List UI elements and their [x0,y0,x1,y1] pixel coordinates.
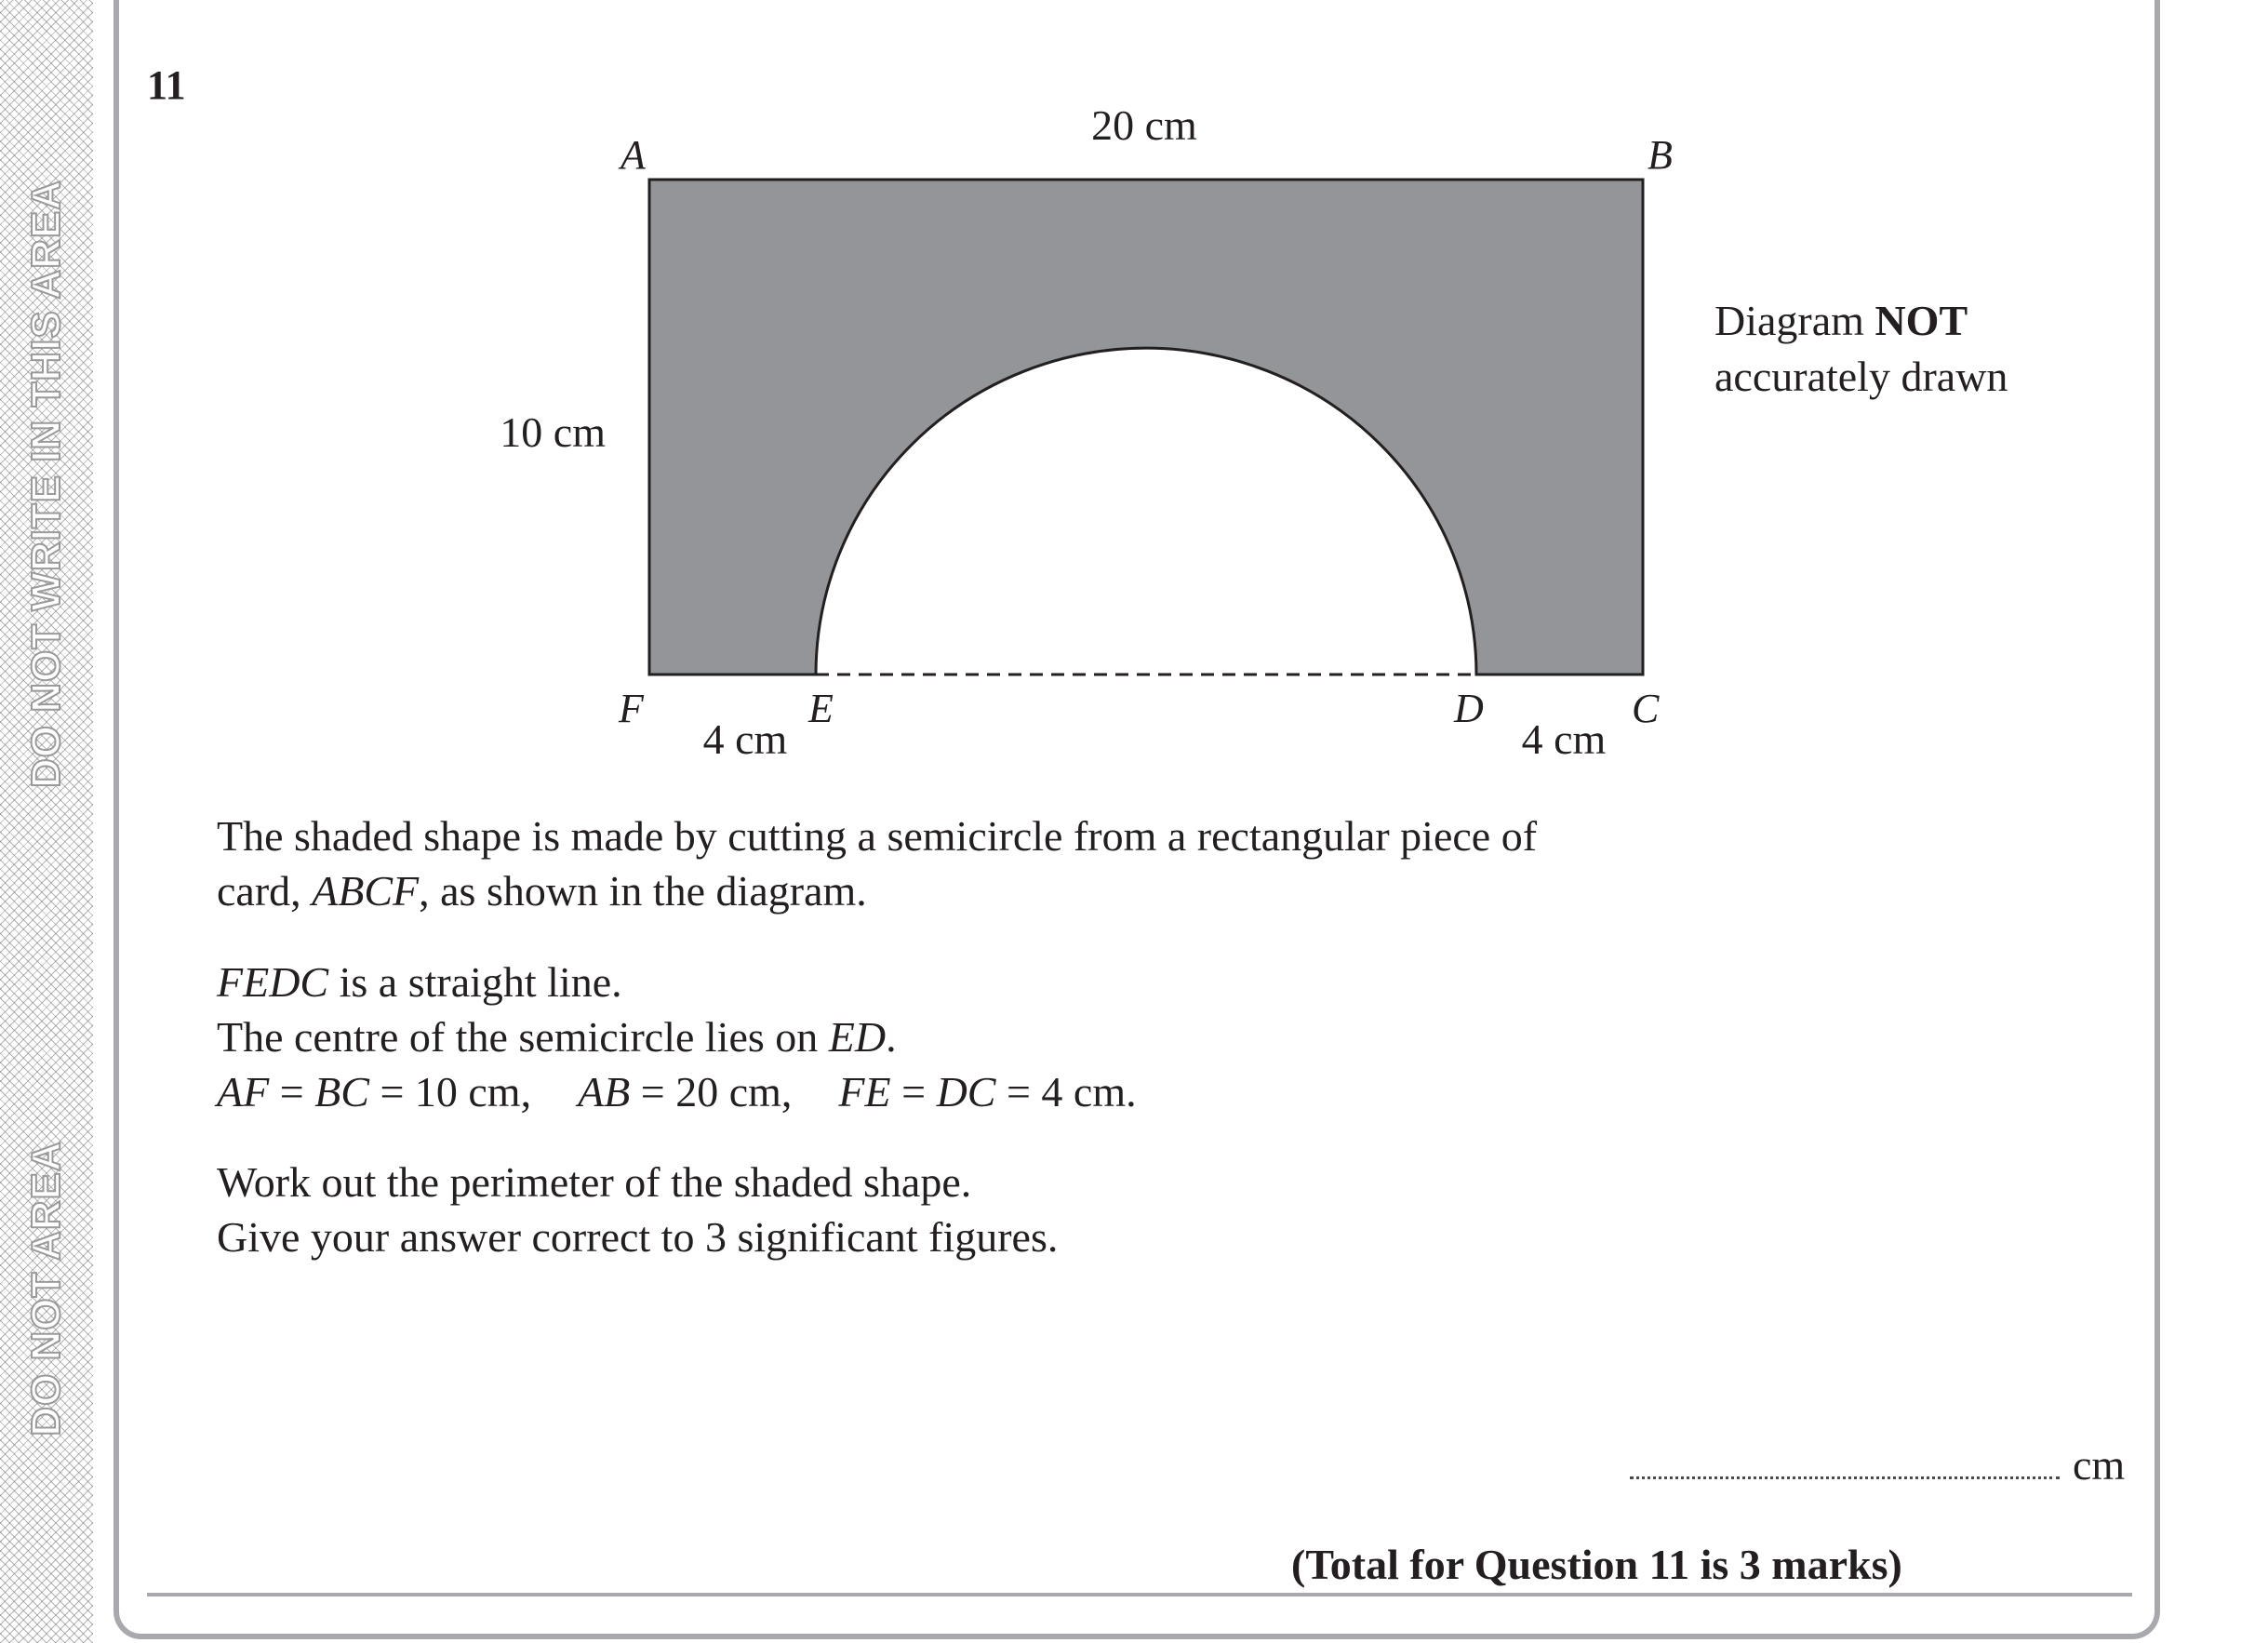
eq3-dc: DC [936,1068,996,1115]
answer-unit: cm [2073,1441,2126,1489]
eq1-value: = 10 cm, [368,1068,532,1115]
vertex-a-label: A [620,132,646,178]
para3-line2: Give your answer correct to 3 significant figures. [217,1213,1059,1261]
question-end-rule [147,1593,2132,1596]
question-number: 11 [147,62,186,108]
para2-line1-italic: FEDC [217,958,329,1006]
eq3-value: = 4 cm. [995,1068,1137,1115]
eq2-ab: AB [578,1068,631,1115]
note-prefix: Diagram [1714,297,1875,344]
eq3-equals: = [890,1068,937,1115]
vertex-c-label: C [1632,686,1660,731]
diagram-accuracy-note [1714,293,2008,405]
margin-warning-top: DO NOT WRITE IN THIS AREA [23,179,69,789]
eq1-equals: = [269,1068,315,1115]
para1-line2-italic: ABCF [312,867,420,915]
length-dc-label: 4 cm [1521,715,1607,763]
margin-warning-bottom: DO NOT AREA [23,1141,69,1436]
note-line-2: accurately drawn [1714,353,2008,400]
eq1-bc: BC [314,1068,369,1115]
question-total-marks: (Total for Question 11 is 3 marks) [1291,1541,1902,1588]
eq3-fe: FE [838,1068,891,1115]
para1-line2-post: , as shown in the diagram. [419,867,867,915]
eq2-value: = 20 cm, [630,1068,793,1115]
note-not-bold: NOT [1874,297,1968,344]
para2-equations [217,1064,1705,1119]
shaded-shape [649,180,1643,675]
paragraph-2 [217,955,1705,1119]
vertex-b-label: B [1648,132,1673,178]
eq1-af: AF [217,1068,270,1115]
para1-line2-pre: card, [217,867,313,915]
answer-line[interactable] [1630,1476,2060,1479]
vertex-f-label: F [619,686,644,731]
para3-line1: Work out the perimeter of the shaded shape. [217,1158,972,1206]
para2-line2-italic: ED [828,1013,887,1061]
length-fe-label: 4 cm [702,715,788,763]
length-ab-label: 20 cm [1091,101,1197,149]
para2-line2-pre: The centre of the semicircle lies on [217,1013,829,1061]
para2-line2 [217,1009,1705,1064]
para1-line2 [217,863,1705,918]
para1-line1: The shaded shape is made by cutting a semicircle from a rectangular piece of [217,812,1538,860]
vertex-d-label: D [1454,686,1484,731]
para2-line1-post: is a straight line. [328,958,622,1006]
para2-line1 [217,955,1705,1009]
length-af-label: 10 cm [500,408,606,456]
para2-line2-post: . [886,1013,897,1061]
vertex-e-label: E [808,686,834,731]
paragraph-3 [217,1155,1705,1264]
paragraph-1 [217,808,1705,918]
